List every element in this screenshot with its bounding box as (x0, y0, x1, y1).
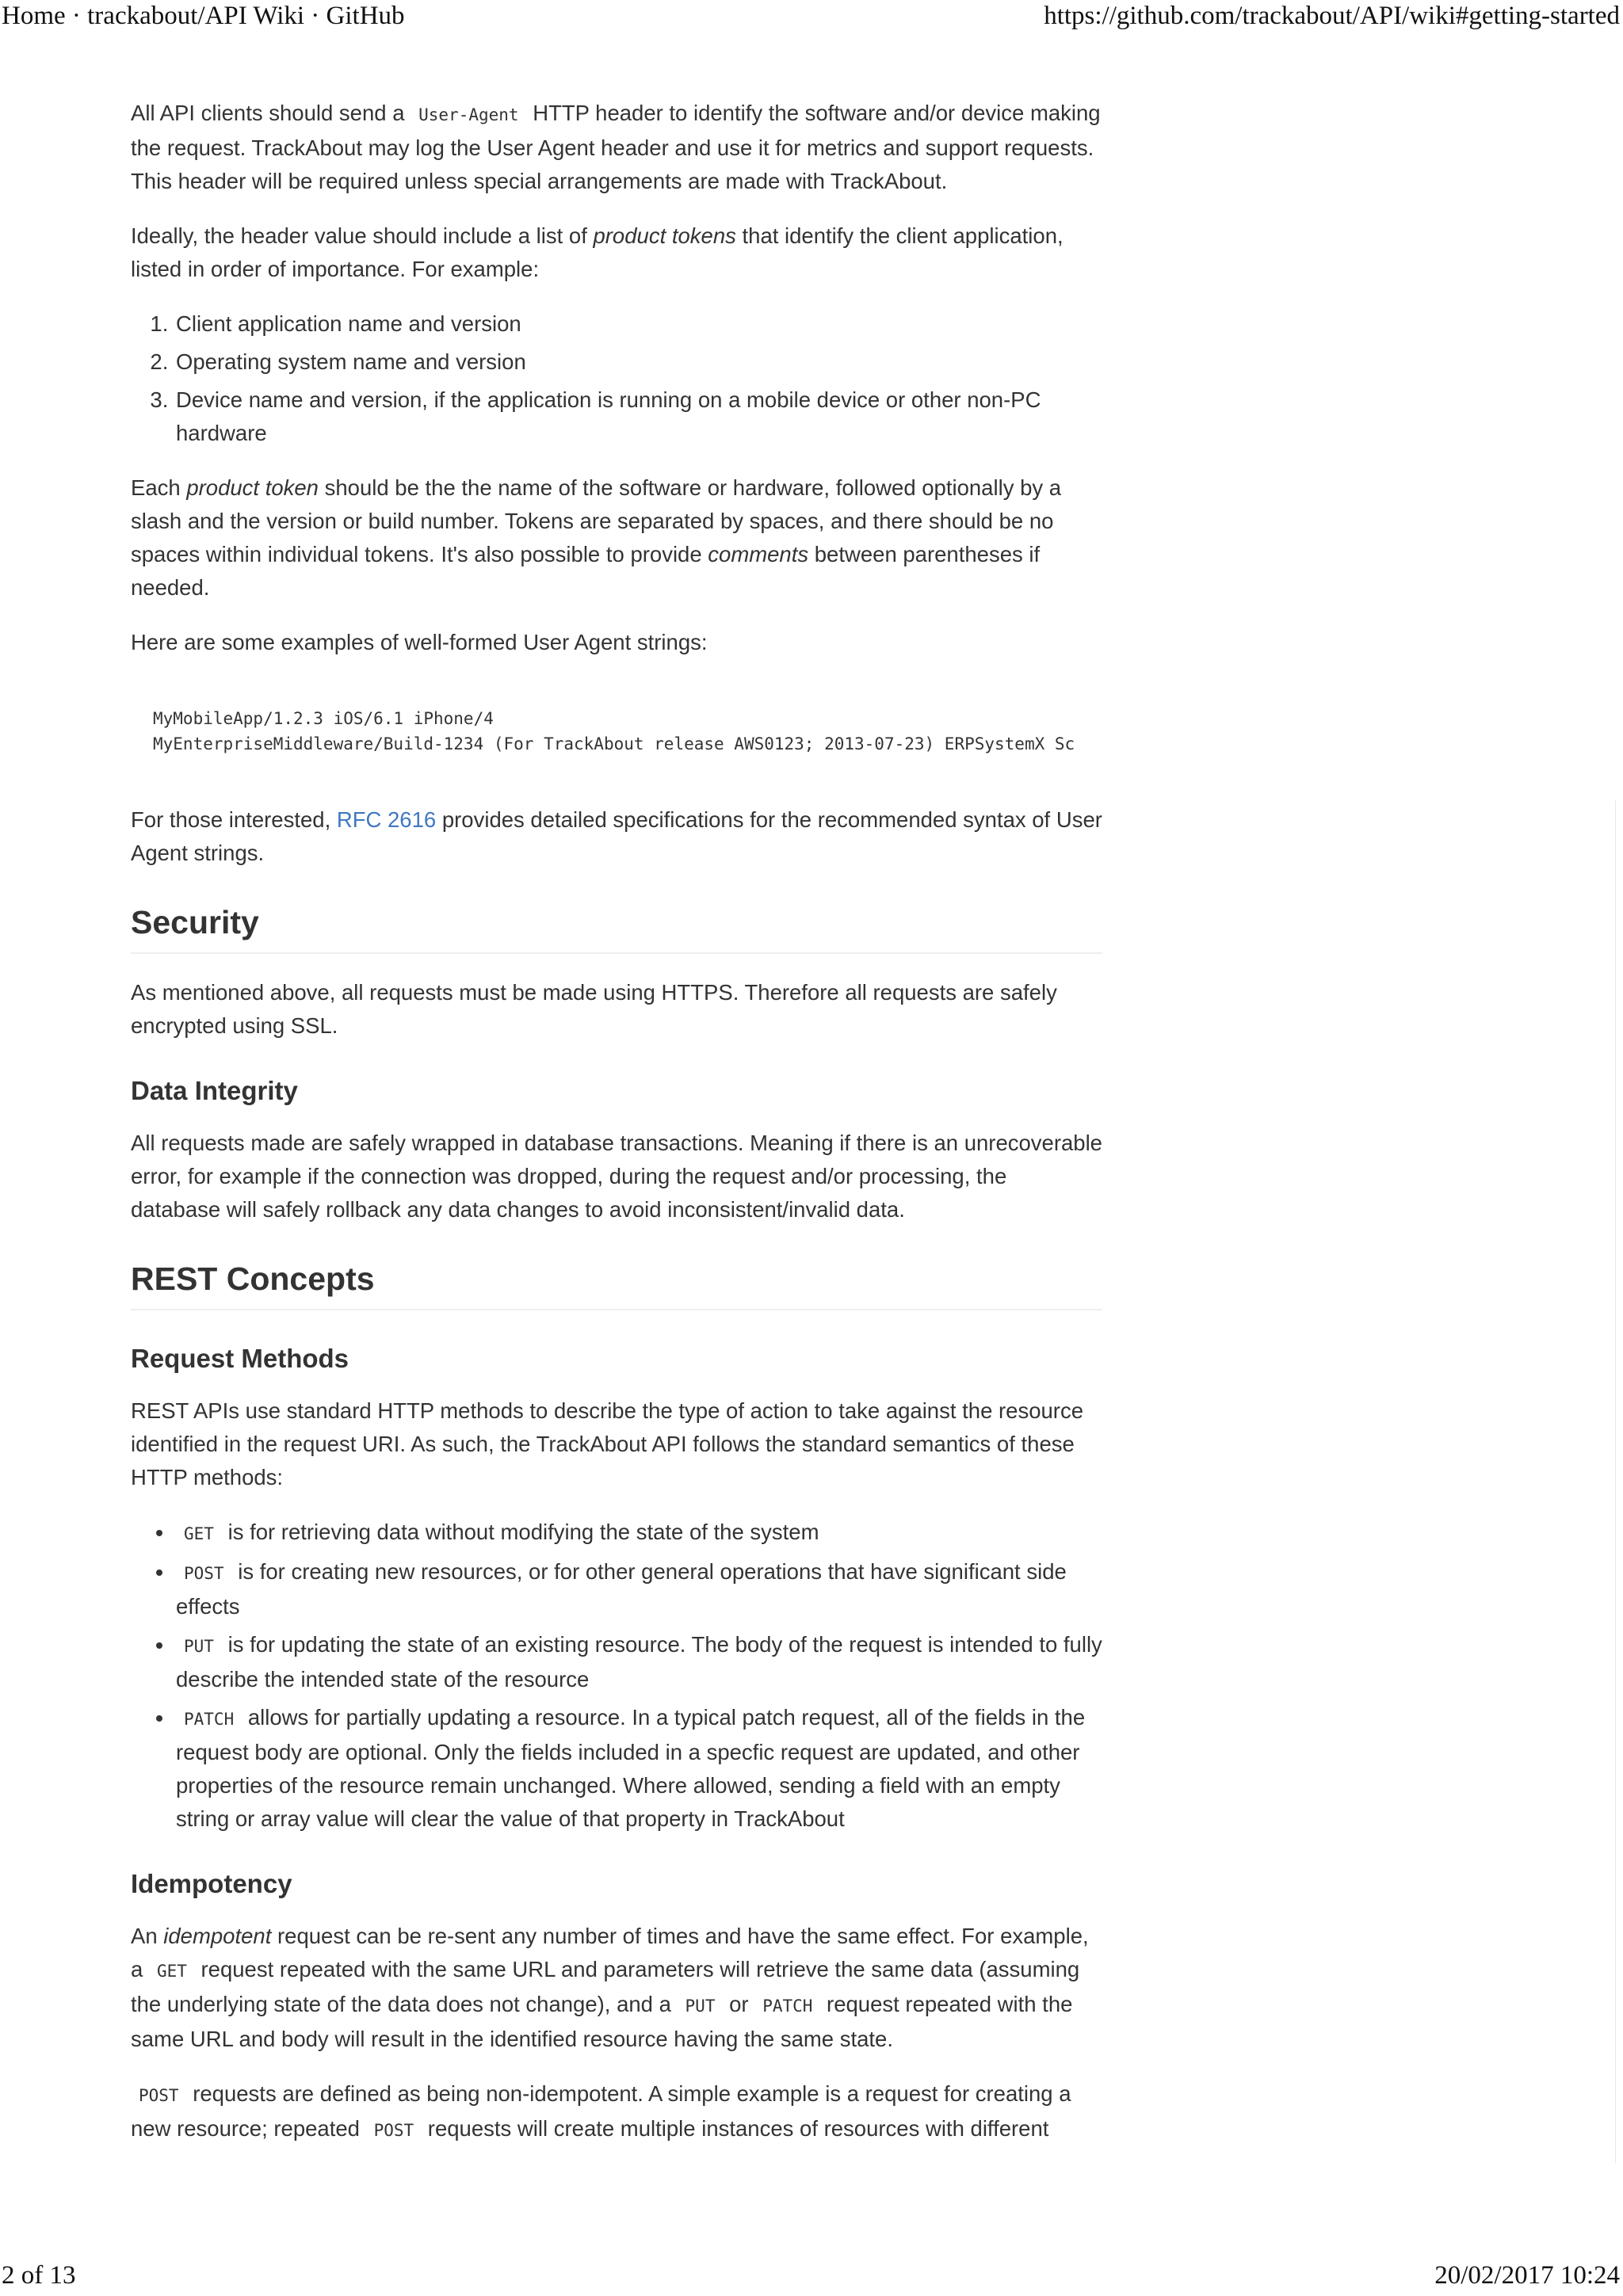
page-title: Home · trackabout/API Wiki · GitHub (2, 2, 405, 30)
data-integrity-text: All requests made are safely wrapped in database transactions. Meaning if there is an unrecoverable error, for example if the connection was dropped, during the request and/or processing, the database will safely rollback any data changes to avoid inconsistent/invalid data. (131, 1131, 1102, 1222)
examples-intro: Here are some examples of well-formed User Agent strings: (131, 630, 708, 654)
list-item: • PUT is for updating the state of an existing resource. The body of the request is intended to fully describe the intended state of the resource (174, 1628, 1102, 1696)
idempotency-heading: Idempotency (131, 1869, 292, 1898)
print-datetime: 20/02/2017 10:24 (1434, 2261, 1620, 2290)
wiki-content (131, 97, 1102, 2168)
sidebar-divider (1615, 800, 1616, 2163)
inline-code: PATCH (762, 1997, 813, 2016)
rfc-2616-link[interactable]: RFC 2616 (336, 807, 437, 832)
emphasis: comments (708, 542, 809, 566)
page-url: https://github.com/trackabout/API/wiki#getting-started (1044, 2, 1620, 30)
http-methods-list (131, 1516, 1102, 1836)
list-item: 2. Operating system name and version (174, 345, 1102, 379)
print-footer (0, 2261, 1623, 2296)
inline-code: PUT (184, 1637, 214, 1656)
code-line: MyEnterpriseMiddleware/Build-1234 (For TrackAbout release AWS0123; 2013-07-23) ERPSystemX Sc (153, 734, 1075, 753)
inline-code: PUT (685, 1997, 716, 2016)
product-token-list (131, 307, 1102, 450)
request-methods-intro: REST APIs use standard HTTP methods to describe the type of action to take against the resource identified in the request URI. As such, the TrackAbout API follows the standard semantics of these HTTP methods: (131, 1398, 1083, 1489)
inline-code: PATCH (184, 1710, 235, 1729)
data-integrity-heading: Data Integrity (131, 1076, 298, 1105)
inline-code: POST (373, 2121, 414, 2140)
list-item: • PATCH allows for partially updating a resource. In a typical patch request, all of the fields in the request body are optional. Only the fields included in a specfic request are updated, and other properties of the resource remain unchanged. Where allowed, sending a field with an empty string or array value will clear the value of that property in TrackAbout (174, 1701, 1102, 1836)
list-item: • GET is for retrieving data without modifying the state of the system (174, 1516, 1102, 1550)
idempotency-paragraph: An idempotent request can be re-sent any number of times and have the same effect. For example, a GET request repeated with the same URL and parameters will retrieve the same data (assuming the underlying state of the data does not change), and a PUT or PATCH request repeated with the same URL and body will result in the identified resource having the same state. (131, 1924, 1089, 2051)
request-methods-heading: Request Methods (131, 1344, 349, 1373)
inline-code: POST (139, 2086, 179, 2105)
inline-code: POST (184, 1564, 224, 1583)
inline-code: GET (184, 1524, 214, 1543)
security-text: As mentioned above, all requests must be made using HTTPS. Therefore all requests are safely encrypted using SSL. (131, 980, 1057, 1038)
emphasis: product token (186, 475, 319, 500)
user-agent-intro: All API clients should send a User-Agent HTTP header to identify the software and/or device making the request. TrackAbout may log the User Agent header and use it for metrics and support requests. This header will be required unless special arrangements are made with TrackAbout. (131, 101, 1101, 193)
rest-concepts-heading: REST Concepts (131, 1257, 1102, 1310)
page-number: 2 of 13 (2, 2261, 76, 2290)
list-item: • POST is for creating new resources, or for other general operations that have significant side effects (174, 1555, 1102, 1623)
inline-code: GET (156, 1962, 187, 1981)
rfc-paragraph: For those interested, RFC 2616 provides detailed specifications for the recommended syntax of User Agent strings. (131, 807, 1102, 865)
code-block (131, 681, 1102, 782)
list-item: 1. Client application name and version (174, 307, 1102, 341)
product-token-description: Each product token should be the the name of the software or hardware, followed optionally by a slash and the version or build number. Tokens are separated by spaces, and there should be no spaces within individual tokens. It's also possible to provide comments between parentheses if needed. (131, 475, 1062, 600)
user-agent-ideal: Ideally, the header value should include a list of product tokens that identify the client application, listed in order of importance. For example: (131, 223, 1064, 281)
emphasis: idempotent (163, 1924, 272, 1948)
security-heading: Security (131, 900, 1102, 954)
code-line: MyMobileApp/1.2.3 iOS/6.1 iPhone/4 (153, 709, 494, 728)
emphasis: product tokens (593, 223, 736, 248)
inline-code: User-Agent (418, 105, 519, 124)
print-header (0, 2, 1623, 36)
non-idempotent-paragraph: POST requests are defined as being non-idempotent. A simple example is a request for creating a new resource; repeated POST requests will create multiple instances of resources with different (131, 2081, 1071, 2141)
list-item: 3. Device name and version, if the application is running on a mobile device or other non-PC hardware (174, 383, 1102, 450)
